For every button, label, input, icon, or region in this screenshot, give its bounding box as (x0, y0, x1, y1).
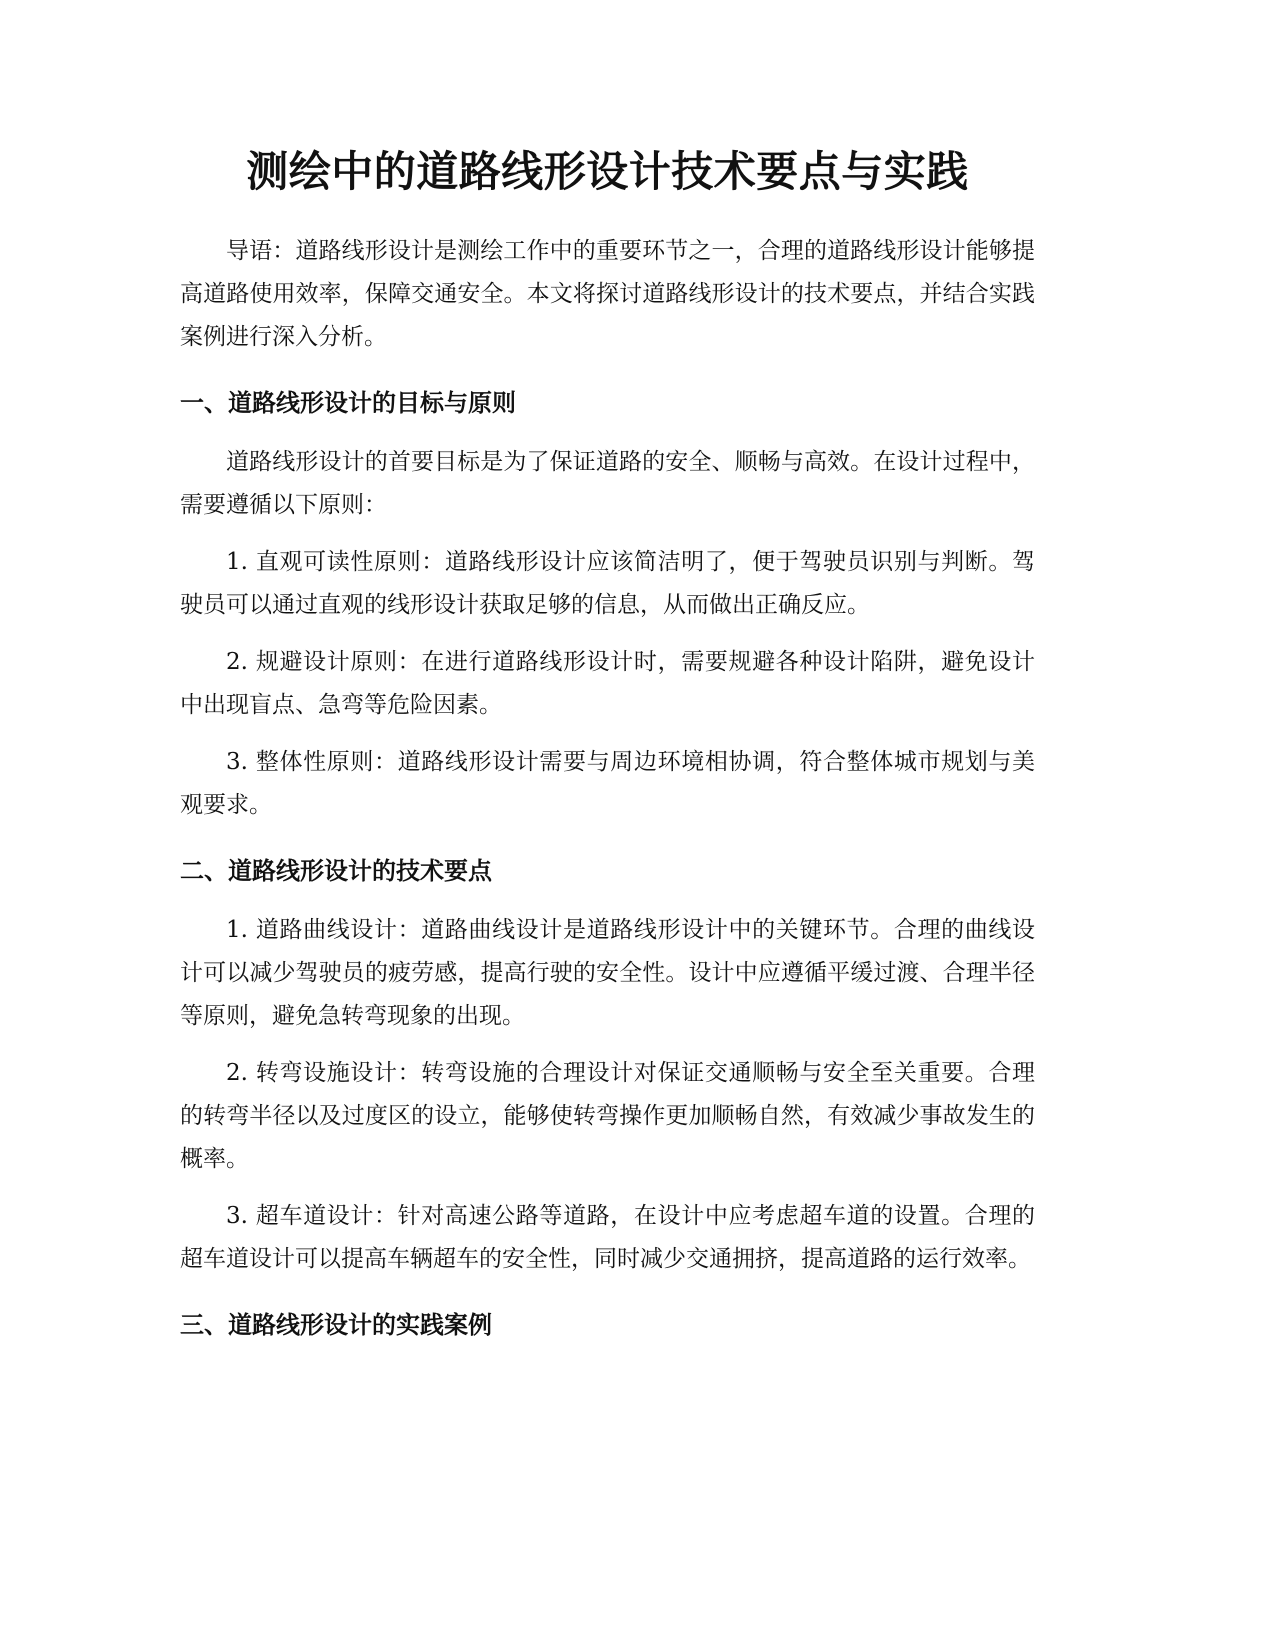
intro-paragraph: 导语：道路线形设计是测绘工作中的重要环节之一，合理的道路线形设计能够提高道路使用效率，保障交通安全。本文将探讨道路线形设计的技术要点，并结合实践案例进行深入分析。 (180, 238, 1035, 350)
document-title: 测绘中的道路线形设计技术要点与实践 (246, 147, 969, 196)
section-2-paragraph-1: 1. 道路曲线设计：道路曲线设计是道路线形设计中的关键环节。合理的曲线设计可以减少驾驶员的疲劳感，提高行驶的安全性。设计中应遵循平缓过渡、合理半径等原则，避免急转弯现象的出现。 (180, 917, 1035, 1029)
section-2-paragraph-2: 2. 转弯设施设计：转弯设施的合理设计对保证交通顺畅与安全至关重要。合理的转弯半径以及过度区的设立，能够使转弯操作更加顺畅自然，有效减少事故发生的概率。 (180, 1060, 1035, 1172)
section-2-heading: 二、道路线形设计的技术要点 (180, 857, 492, 885)
document-page (180, 140, 1035, 1363)
section-1-paragraph-4: 3. 整体性原则：道路线形设计需要与周边环境相协调，符合整体城市规划与美观要求。 (180, 749, 1035, 818)
section-1-heading: 一、道路线形设计的目标与原则 (180, 389, 516, 417)
section-1-paragraph-2: 1. 直观可读性原则：道路线形设计应该简洁明了，便于驾驶员识别与判断。驾驶员可以通过直观的线形设计获取足够的信息，从而做出正确反应。 (180, 549, 1035, 618)
section-2-paragraph-3: 3. 超车道设计：针对高速公路等道路，在设计中应考虑超车道的设置。合理的超车道设计可以提高车辆超车的安全性，同时减少交通拥挤，提高道路的运行效率。 (180, 1203, 1035, 1272)
section-1-paragraph-1: 道路线形设计的首要目标是为了保证道路的安全、顺畅与高效。在设计过程中，需要遵循以下原则： (180, 449, 1035, 518)
section-3-heading: 三、道路线形设计的实践案例 (180, 1311, 492, 1339)
section-1-paragraph-3: 2. 规避设计原则：在进行道路线形设计时，需要规避各种设计陷阱，避免设计中出现盲点、急弯等危险因素。 (180, 649, 1035, 718)
